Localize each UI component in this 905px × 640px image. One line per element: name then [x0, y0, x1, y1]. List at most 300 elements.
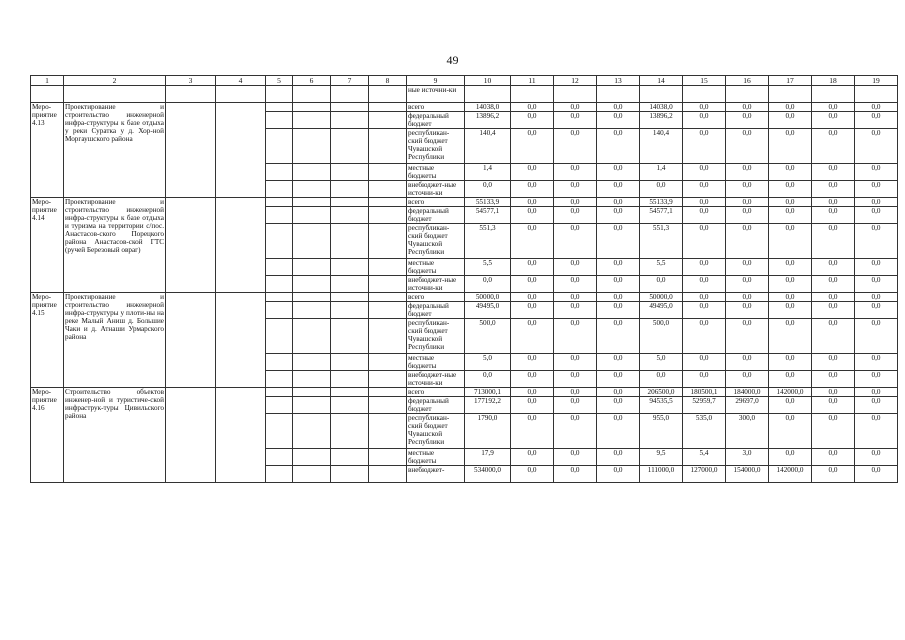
funding-source-cell: федеральный бюджет — [407, 112, 465, 129]
empty-cell — [266, 207, 293, 224]
amount-cell: 5,5 — [465, 259, 511, 276]
budget-table — [30, 75, 898, 483]
amount-cell: 0,0 — [726, 198, 769, 207]
empty-cell — [369, 198, 407, 207]
amount-cell: 0,0 — [726, 112, 769, 129]
amount-cell: 0,0 — [554, 354, 597, 371]
amount-cell: 0,0 — [554, 198, 597, 207]
funding-source-cell: республикан-ский бюджет Чувашской Республики — [407, 224, 465, 259]
amount-cell: 0,0 — [597, 397, 640, 414]
amount-cell: 0,0 — [855, 259, 898, 276]
amount-cell: 0,0 — [812, 388, 855, 397]
empty-cell — [369, 414, 407, 449]
amount-cell: 142000,0 — [769, 466, 812, 483]
column-number-cell: 1 — [31, 76, 64, 86]
empty-cell — [331, 414, 369, 449]
amount-cell: 0,0 — [683, 259, 726, 276]
amount-cell: 0,0 — [683, 224, 726, 259]
amount-cell: 0,0 — [855, 224, 898, 259]
amount-cell: 0,0 — [554, 103, 597, 112]
amount-cell: 0,0 — [812, 164, 855, 181]
amount-cell: 0,0 — [855, 276, 898, 293]
amount-cell: 3,0 — [726, 449, 769, 466]
amount-cell: 0,0 — [812, 302, 855, 319]
amount-cell: 0,0 — [597, 181, 640, 198]
amount-cell: 0,0 — [465, 181, 511, 198]
event-description-cell: Проектирование и строительство инженерной инфра-структуры к базе отдыха и туризма на территории с/пос. Анастасов-ского Порецкого района Анастасов-ской ГТС (ручей Березовый овраг) — [64, 198, 166, 293]
amount-cell: 0,0 — [726, 164, 769, 181]
event-description-cell: Строительство объектов инженер-ной и туристиче-ской инфраструк-туры Цивильского района — [64, 388, 166, 483]
empty-cell — [266, 397, 293, 414]
empty-cell — [293, 449, 331, 466]
empty-cell — [293, 224, 331, 259]
column-number-cell: 14 — [640, 76, 683, 86]
amount-cell: 52959,7 — [683, 397, 726, 414]
amount-cell: 0,0 — [855, 319, 898, 354]
empty-cell — [369, 302, 407, 319]
empty-cell — [331, 129, 369, 164]
amount-cell: 0,0 — [597, 259, 640, 276]
amount-cell: 0,0 — [855, 449, 898, 466]
amount-cell: 0,0 — [769, 129, 812, 164]
empty-cell — [331, 224, 369, 259]
amount-cell: 0,0 — [554, 397, 597, 414]
funding-source-cell: республикан-ский бюджет Чувашской Республики — [407, 319, 465, 354]
amount-cell: 955,0 — [640, 414, 683, 449]
amount-cell: 140,4 — [465, 129, 511, 164]
amount-cell: 0,0 — [511, 319, 554, 354]
empty-cell — [266, 354, 293, 371]
amount-cell: 0,0 — [511, 414, 554, 449]
amount-cell: 0,0 — [554, 388, 597, 397]
empty-cell — [369, 371, 407, 388]
amount-cell: 0,0 — [812, 129, 855, 164]
column-number-cell: 19 — [855, 76, 898, 86]
empty-cell — [369, 164, 407, 181]
amount-cell: 127000,0 — [683, 466, 726, 483]
amount-cell: 0,0 — [597, 293, 640, 302]
funding-source-cell: всего — [407, 103, 465, 112]
amount-cell: 0,0 — [683, 164, 726, 181]
empty-cell — [855, 86, 898, 103]
empty-cell — [369, 112, 407, 129]
amount-cell: 0,0 — [726, 103, 769, 112]
event-number-cell: Меро-приятие 4.13 — [31, 103, 64, 198]
empty-cell — [31, 86, 64, 103]
funding-source-cell: всего — [407, 293, 465, 302]
amount-cell: 0,0 — [769, 103, 812, 112]
amount-cell: 0,0 — [769, 449, 812, 466]
amount-cell: 5,4 — [683, 449, 726, 466]
amount-cell: 0,0 — [511, 207, 554, 224]
amount-cell: 0,0 — [855, 164, 898, 181]
amount-cell: 140,4 — [640, 129, 683, 164]
amount-cell: 0,0 — [511, 371, 554, 388]
funding-source-cell: федеральный бюджет — [407, 397, 465, 414]
empty-cell — [369, 293, 407, 302]
amount-cell: 154000,0 — [726, 466, 769, 483]
column-number-cell: 3 — [166, 76, 216, 86]
amount-cell: 0,0 — [511, 466, 554, 483]
amount-cell: 0,0 — [769, 224, 812, 259]
empty-cell — [293, 354, 331, 371]
empty-cell — [331, 181, 369, 198]
amount-cell: 0,0 — [640, 181, 683, 198]
empty-cell — [293, 388, 331, 397]
amount-cell: 0,0 — [855, 293, 898, 302]
amount-cell: 713000,1 — [465, 388, 511, 397]
amount-cell: 0,0 — [511, 449, 554, 466]
empty-cell — [266, 466, 293, 483]
amount-cell: 5,5 — [640, 259, 683, 276]
amount-cell: 0,0 — [511, 112, 554, 129]
amount-cell: 0,0 — [683, 319, 726, 354]
amount-cell: 0,0 — [726, 276, 769, 293]
column-number-cell: 17 — [769, 76, 812, 86]
amount-cell: 29697,0 — [726, 397, 769, 414]
empty-cell — [293, 276, 331, 293]
amount-cell: 17,9 — [465, 449, 511, 466]
amount-cell: 54577,1 — [640, 207, 683, 224]
amount-cell: 0,0 — [597, 198, 640, 207]
funding-source-cell: местные бюджеты — [407, 259, 465, 276]
amount-cell: 0,0 — [597, 164, 640, 181]
empty-cell — [266, 302, 293, 319]
empty-cell — [293, 181, 331, 198]
column-number-cell: 16 — [726, 76, 769, 86]
empty-cell — [331, 354, 369, 371]
amount-cell: 180500,1 — [683, 388, 726, 397]
amount-cell: 0,0 — [769, 302, 812, 319]
amount-cell: 0,0 — [812, 354, 855, 371]
amount-cell: 14038,0 — [465, 103, 511, 112]
funding-source-cell: внебюджет-ные источни-ки — [407, 276, 465, 293]
empty-cell — [331, 259, 369, 276]
empty-cell — [331, 388, 369, 397]
amount-cell: 0,0 — [597, 371, 640, 388]
amount-cell: 0,0 — [554, 319, 597, 354]
amount-cell: 0,0 — [597, 449, 640, 466]
amount-cell: 0,0 — [554, 259, 597, 276]
funding-source-cell: внебюджет-ные источни-ки — [407, 181, 465, 198]
amount-cell: 0,0 — [812, 319, 855, 354]
empty-cell — [166, 198, 216, 293]
empty-cell — [369, 86, 407, 103]
amount-cell: 0,0 — [769, 397, 812, 414]
funding-source-cell: ные источни-ки — [407, 86, 465, 103]
amount-cell: 535,0 — [683, 414, 726, 449]
amount-cell: 0,0 — [812, 181, 855, 198]
amount-cell: 0,0 — [812, 103, 855, 112]
amount-cell: 0,0 — [554, 414, 597, 449]
amount-cell: 0,0 — [554, 164, 597, 181]
amount-cell: 0,0 — [812, 259, 855, 276]
empty-cell — [216, 293, 266, 388]
amount-cell: 0,0 — [769, 276, 812, 293]
amount-cell: 0,0 — [726, 302, 769, 319]
amount-cell: 0,0 — [855, 414, 898, 449]
empty-cell — [369, 397, 407, 414]
empty-cell — [331, 371, 369, 388]
amount-cell: 0,0 — [726, 354, 769, 371]
amount-cell: 0,0 — [683, 112, 726, 129]
empty-cell — [554, 86, 597, 103]
amount-cell: 0,0 — [554, 276, 597, 293]
empty-cell — [266, 164, 293, 181]
amount-cell: 0,0 — [597, 207, 640, 224]
amount-cell: 13896,2 — [465, 112, 511, 129]
column-number-cell: 7 — [331, 76, 369, 86]
empty-cell — [166, 293, 216, 388]
empty-cell — [166, 388, 216, 483]
empty-cell — [331, 164, 369, 181]
amount-cell: 50000,0 — [465, 293, 511, 302]
funding-source-cell: федеральный бюджет — [407, 207, 465, 224]
amount-cell: 0,0 — [511, 198, 554, 207]
amount-cell: 0,0 — [855, 181, 898, 198]
empty-cell — [683, 86, 726, 103]
empty-cell — [331, 466, 369, 483]
amount-cell: 0,0 — [597, 276, 640, 293]
funding-source-cell: местные бюджеты — [407, 449, 465, 466]
amount-cell: 551,3 — [465, 224, 511, 259]
amount-cell: 0,0 — [683, 181, 726, 198]
empty-cell — [331, 449, 369, 466]
empty-cell — [64, 86, 166, 103]
funding-source-cell: местные бюджеты — [407, 354, 465, 371]
amount-cell: 55133,9 — [465, 198, 511, 207]
amount-cell: 0,0 — [769, 371, 812, 388]
amount-cell: 14038,0 — [640, 103, 683, 112]
column-number-cell: 15 — [683, 76, 726, 86]
empty-cell — [216, 86, 266, 103]
table-row — [31, 388, 898, 397]
amount-cell: 0,0 — [855, 112, 898, 129]
amount-cell: 0,0 — [597, 354, 640, 371]
empty-cell — [216, 198, 266, 293]
amount-cell: 300,0 — [726, 414, 769, 449]
empty-cell — [369, 276, 407, 293]
empty-cell — [465, 86, 511, 103]
column-number-cell: 18 — [812, 76, 855, 86]
amount-cell: 0,0 — [683, 293, 726, 302]
empty-cell — [369, 181, 407, 198]
amount-cell: 0,0 — [726, 224, 769, 259]
amount-cell: 49495,0 — [640, 302, 683, 319]
amount-cell: 0,0 — [855, 198, 898, 207]
empty-cell — [266, 103, 293, 112]
amount-cell: 1,4 — [640, 164, 683, 181]
amount-cell: 0,0 — [597, 302, 640, 319]
empty-cell — [266, 181, 293, 198]
funding-source-cell: республикан-ский бюджет Чувашской Республики — [407, 129, 465, 164]
amount-cell: 54577,1 — [465, 207, 511, 224]
amount-cell: 0,0 — [855, 397, 898, 414]
carryover-row — [31, 86, 898, 103]
empty-cell — [369, 103, 407, 112]
amount-cell: 0,0 — [769, 207, 812, 224]
amount-cell: 0,0 — [812, 414, 855, 449]
empty-cell — [331, 319, 369, 354]
empty-cell — [293, 319, 331, 354]
amount-cell: 0,0 — [726, 319, 769, 354]
amount-cell: 0,0 — [812, 293, 855, 302]
empty-cell — [769, 86, 812, 103]
amount-cell: 50000,0 — [640, 293, 683, 302]
empty-cell — [266, 414, 293, 449]
amount-cell: 0,0 — [726, 371, 769, 388]
amount-cell: 49495,0 — [465, 302, 511, 319]
empty-cell — [369, 319, 407, 354]
empty-cell — [166, 86, 216, 103]
table-row — [31, 293, 898, 302]
amount-cell: 0,0 — [812, 397, 855, 414]
empty-cell — [266, 224, 293, 259]
amount-cell: 9,5 — [640, 449, 683, 466]
column-number-cell: 12 — [554, 76, 597, 86]
amount-cell: 0,0 — [511, 293, 554, 302]
empty-cell — [266, 86, 293, 103]
empty-cell — [640, 86, 683, 103]
empty-cell — [266, 388, 293, 397]
empty-cell — [266, 276, 293, 293]
amount-cell: 0,0 — [726, 207, 769, 224]
empty-cell — [331, 112, 369, 129]
funding-source-cell: внебюджет- — [407, 466, 465, 483]
amount-cell: 0,0 — [769, 181, 812, 198]
amount-cell: 1790,0 — [465, 414, 511, 449]
amount-cell: 142000,0 — [769, 388, 812, 397]
amount-cell: 0,0 — [554, 302, 597, 319]
empty-cell — [331, 86, 369, 103]
amount-cell: 0,0 — [726, 181, 769, 198]
empty-cell — [266, 449, 293, 466]
amount-cell: 0,0 — [554, 224, 597, 259]
table-row — [31, 103, 898, 112]
amount-cell: 0,0 — [597, 466, 640, 483]
amount-cell: 0,0 — [769, 164, 812, 181]
empty-cell — [293, 86, 331, 103]
empty-cell — [369, 207, 407, 224]
amount-cell: 0,0 — [683, 276, 726, 293]
amount-cell: 0,0 — [554, 129, 597, 164]
amount-cell: 0,0 — [554, 371, 597, 388]
empty-cell — [266, 371, 293, 388]
event-number-cell: Меро-приятие 4.16 — [31, 388, 64, 483]
empty-cell — [331, 293, 369, 302]
amount-cell: 0,0 — [812, 466, 855, 483]
amount-cell: 5,0 — [640, 354, 683, 371]
amount-cell: 0,0 — [511, 276, 554, 293]
amount-cell: 0,0 — [812, 276, 855, 293]
amount-cell: 0,0 — [640, 276, 683, 293]
amount-cell: 0,0 — [812, 198, 855, 207]
amount-cell: 0,0 — [597, 224, 640, 259]
column-number-row — [31, 76, 898, 86]
amount-cell: 0,0 — [683, 302, 726, 319]
empty-cell — [293, 112, 331, 129]
amount-cell: 0,0 — [812, 371, 855, 388]
amount-cell: 0,0 — [769, 414, 812, 449]
amount-cell: 0,0 — [726, 129, 769, 164]
column-number-cell: 4 — [216, 76, 266, 86]
column-number-cell: 11 — [511, 76, 554, 86]
empty-cell — [293, 414, 331, 449]
empty-cell — [293, 164, 331, 181]
amount-cell: 0,0 — [511, 354, 554, 371]
amount-cell: 55133,9 — [640, 198, 683, 207]
empty-cell — [293, 302, 331, 319]
empty-cell — [597, 86, 640, 103]
empty-cell — [511, 86, 554, 103]
empty-cell — [293, 371, 331, 388]
amount-cell: 0,0 — [726, 259, 769, 276]
amount-cell: 111000,0 — [640, 466, 683, 483]
amount-cell: 0,0 — [855, 207, 898, 224]
column-number-cell: 13 — [597, 76, 640, 86]
page-number: 49 — [446, 53, 459, 67]
empty-cell — [266, 112, 293, 129]
funding-source-cell: местные бюджеты — [407, 164, 465, 181]
empty-cell — [331, 198, 369, 207]
amount-cell: 0,0 — [812, 112, 855, 129]
amount-cell: 500,0 — [640, 319, 683, 354]
empty-cell — [369, 388, 407, 397]
amount-cell: 0,0 — [597, 388, 640, 397]
empty-cell — [266, 293, 293, 302]
amount-cell: 0,0 — [769, 319, 812, 354]
empty-cell — [293, 198, 331, 207]
amount-cell: 0,0 — [683, 129, 726, 164]
empty-cell — [266, 198, 293, 207]
amount-cell: 94535,5 — [640, 397, 683, 414]
amount-cell: 0,0 — [465, 371, 511, 388]
event-description-cell: Проектирование и строительство инженерной инфра-структуры к базе отдыха у реки Суратка у д. Хор-ной Моргаушского района — [64, 103, 166, 198]
amount-cell: 0,0 — [511, 259, 554, 276]
amount-cell: 0,0 — [769, 112, 812, 129]
amount-cell: 0,0 — [511, 302, 554, 319]
amount-cell: 177192,2 — [465, 397, 511, 414]
event-number-cell: Меро-приятие 4.14 — [31, 198, 64, 293]
empty-cell — [166, 103, 216, 198]
column-number-cell: 8 — [369, 76, 407, 86]
amount-cell: 1,4 — [465, 164, 511, 181]
empty-cell — [331, 302, 369, 319]
amount-cell: 534000,0 — [465, 466, 511, 483]
empty-cell — [331, 103, 369, 112]
empty-cell — [369, 129, 407, 164]
amount-cell: 500,0 — [465, 319, 511, 354]
empty-cell — [331, 207, 369, 224]
empty-cell — [266, 129, 293, 164]
empty-cell — [369, 259, 407, 276]
amount-cell: 0,0 — [597, 414, 640, 449]
amount-cell: 0,0 — [640, 371, 683, 388]
amount-cell: 0,0 — [511, 388, 554, 397]
empty-cell — [293, 207, 331, 224]
amount-cell: 0,0 — [683, 354, 726, 371]
empty-cell — [216, 103, 266, 198]
amount-cell: 0,0 — [855, 302, 898, 319]
amount-cell: 0,0 — [683, 371, 726, 388]
amount-cell: 0,0 — [597, 103, 640, 112]
amount-cell: 0,0 — [511, 164, 554, 181]
amount-cell: 0,0 — [812, 207, 855, 224]
empty-cell — [812, 86, 855, 103]
amount-cell: 0,0 — [683, 103, 726, 112]
amount-cell: 0,0 — [769, 259, 812, 276]
amount-cell: 0,0 — [769, 354, 812, 371]
